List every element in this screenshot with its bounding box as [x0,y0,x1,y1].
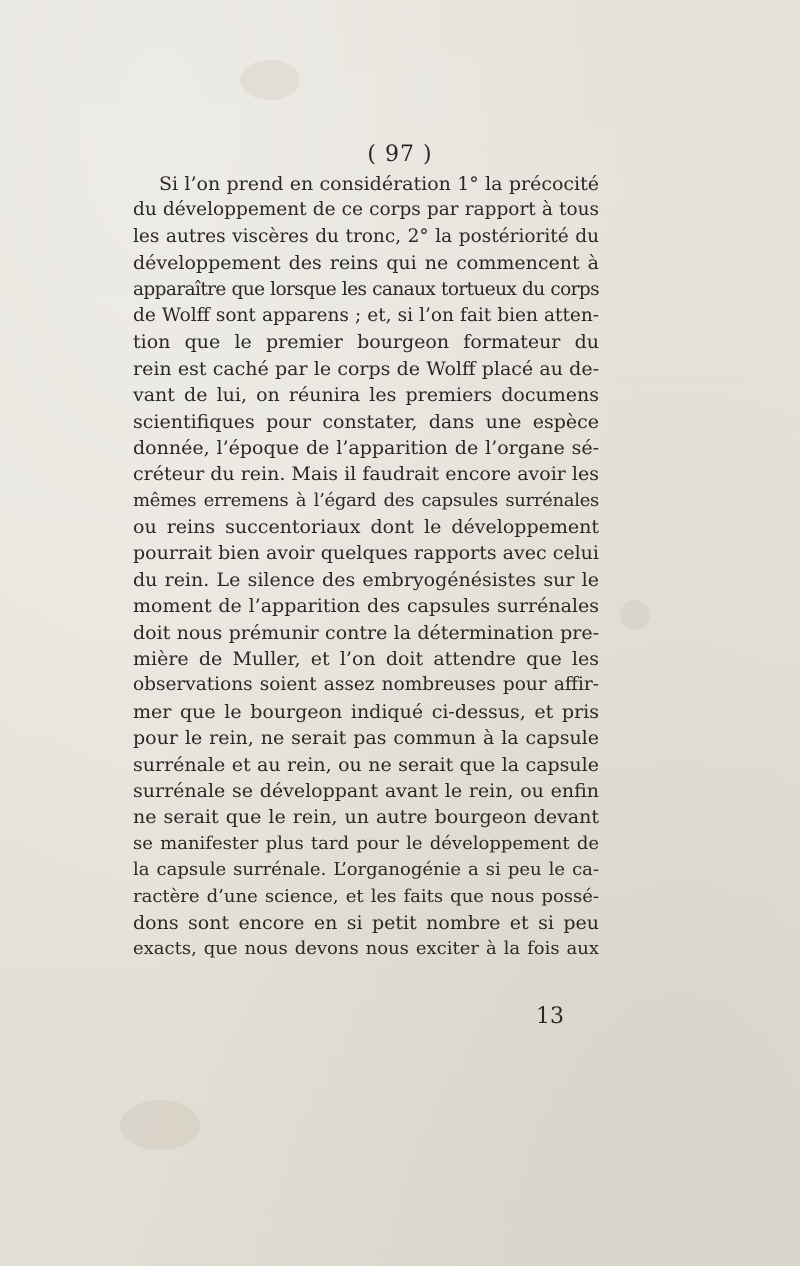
paper-stain [240,60,300,100]
text-line: tion que le premier bourgeon formateur du [133,331,599,354]
text-line: développement des reins qui ne commencent à [133,252,599,275]
text-line: exacts, que nous devons nous exciter à la fois aux [133,938,599,960]
text-line: pourrait bien avoir quelques rapports avec celui [133,542,599,565]
text-line: du développement de ce corps par rapport à tous [133,199,599,221]
text-line: Si l’on prend en considération 1° la précocité [159,173,599,195]
text-line: pour le rein, ne serait pas commun à la capsule [133,727,599,750]
text-line: doit nous prémunir contre la détermination pre- [133,621,599,644]
text-line: surrénale et au rein, ou ne serait que la capsule [133,753,599,776]
text-line: surrénale se développant avant le rein, ou enfin [133,779,599,802]
text-line: mêmes erremens à l’égard des capsules surrénales [133,489,599,511]
text-line: moment de l’apparition des capsules surrénales [133,595,599,618]
page-number: ( 97 ) [367,142,433,167]
signature-mark: 13 [536,1004,564,1029]
text-line: donnée, l’époque de l’apparition de l’organe sé- [133,436,599,459]
text-line: ou reins succentoriaux dont le développement [133,516,599,539]
text-line: la capsule surrénale. L’organogénie a si peu le ca- [133,859,599,881]
text-line: rein est caché par le corps de Wolff placé au de- [133,357,599,380]
text-line: ne serait que le rein, un autre bourgeon devant [133,806,599,829]
text-line: se manifester plus tard pour le développement de [133,832,599,854]
text-line: dons sont encore en si petit nombre et si peu [133,911,599,934]
text-line: scientifiques pour constater, dans une espèce [133,410,599,433]
body-text [133,171,599,963]
text-line: observations soient assez nombreuses pour affir- [133,674,599,696]
paper-stain [120,1100,200,1150]
text-line: les autres viscères du tronc, 2° la postériorité du [133,225,599,247]
text-line: ractère d’une science, et les faits que nous possé- [133,885,599,907]
text-line: créteur du rein. Mais il faudrait encore avoir les [133,463,599,486]
text-line: du rein. Le silence des embryogénésistes sur le [133,568,599,591]
paper-stain [620,600,650,630]
text-line: mière de Muller, et l’on doit attendre que les [133,648,599,671]
text-line: mer que le bourgeon indiqué ci-dessus, et pris [133,700,599,723]
text-line: apparaître que lorsque les canaux tortueux du corps [133,278,599,300]
text-line: vant de lui, on réunira les premiers documens [133,384,599,407]
text-line: de Wolff sont apparens ; et, si l’on fait bien atten- [133,304,599,326]
